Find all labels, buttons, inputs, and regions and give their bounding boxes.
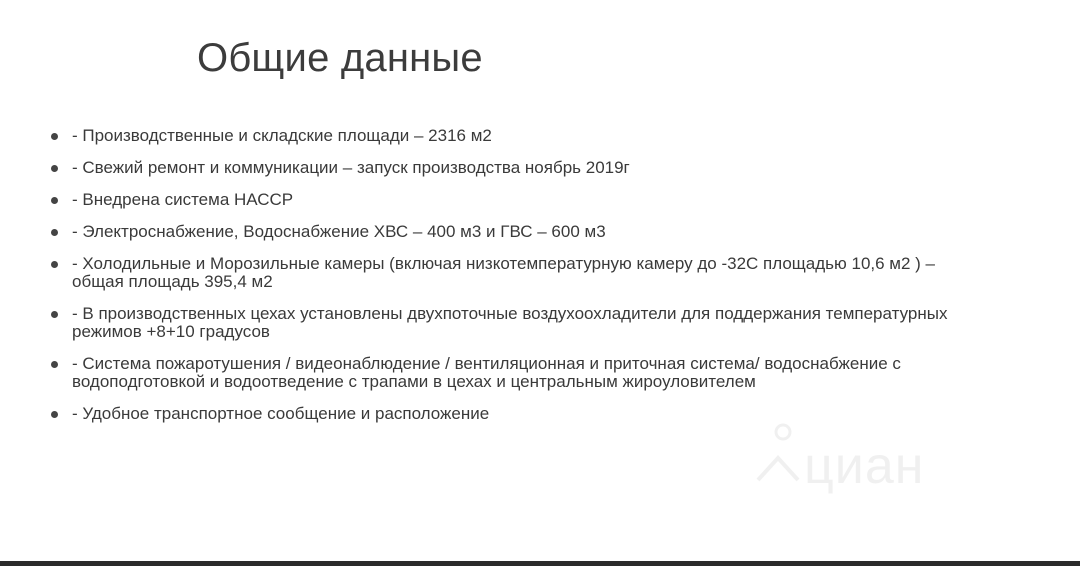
bullet-item [48,255,948,291]
bullet-dot-icon [51,133,58,140]
cian-logo-icon [748,420,808,500]
bullet-text: - Производственные и складские площади – 2316 м2 [72,126,492,145]
bullet-text: - Холодильные и Морозильные камеры (включая низкотемпературную камеру до -32С площадью 10,6 м2 ) – общая площадь 395,4 м2 [72,254,935,291]
bullet-item [48,223,948,241]
bullet-text: - Внедрена система НАССР [72,190,294,209]
bullet-dot-icon [51,311,58,318]
bullet-item [48,305,948,341]
cian-watermark [748,420,948,500]
bullet-item [48,127,948,145]
bullet-text: - Система пожаротушения / видеонаблюдение / вентиляционная и приточная система/ водоснабжение с водоподготовкой и водоотведение с трапами в цехах и центральным жироуловителем [72,354,901,391]
bullet-text: - Свежий ремонт и коммуникации – запуск производства ноябрь 2019г [72,158,630,177]
bullet-item [48,355,948,391]
bottom-bar [0,561,1080,566]
bullet-dot-icon [51,361,58,368]
bullet-dot-icon [51,165,58,172]
bullet-item [48,191,948,209]
bullet-list [48,127,948,437]
slide-title: Общие данные [197,36,483,80]
bullet-text: - В производственных цехах установлены двухпоточные воздухоохладители для поддержания температурных режимов +8+10 градусов [72,304,948,341]
bullet-item [48,159,948,177]
bullet-dot-icon [51,261,58,268]
bullet-text: - Электроснабжение, Водоснабжение ХВС – 400 м3 и ГВС – 600 м3 [72,222,606,241]
bullet-dot-icon [51,411,58,418]
bullet-dot-icon [51,229,58,236]
bullet-dot-icon [51,197,58,204]
watermark-text: циан [804,437,925,495]
bullet-text: - Удобное транспортное сообщение и расположение [72,404,490,423]
